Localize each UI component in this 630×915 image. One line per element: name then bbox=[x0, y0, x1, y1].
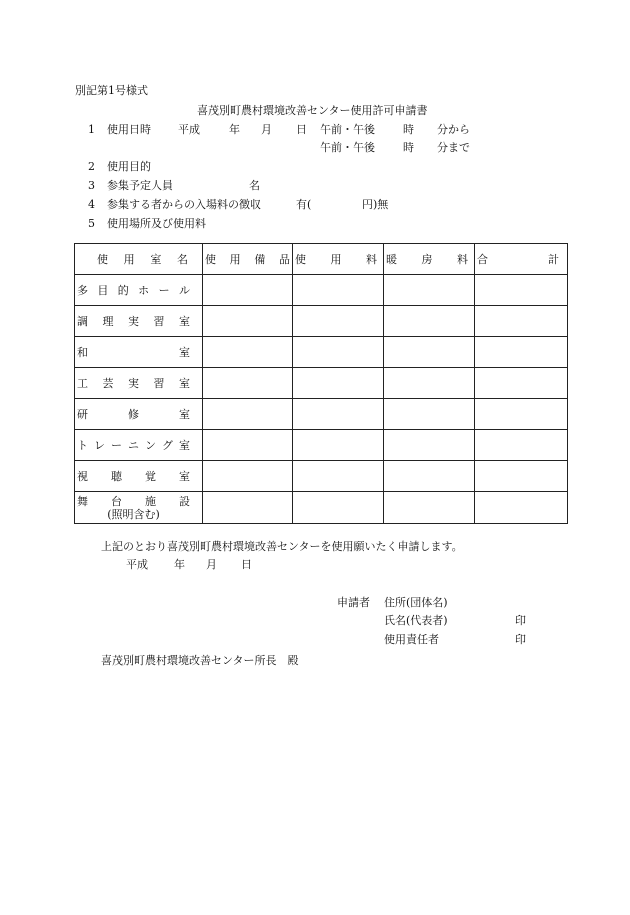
label-char: 料 bbox=[366, 252, 377, 266]
item-4-yen: 円)無 bbox=[362, 198, 389, 211]
room-name-cell bbox=[75, 461, 203, 492]
label-char: 用 bbox=[123, 252, 135, 266]
label-char: 多 bbox=[77, 283, 88, 297]
room-name-cell bbox=[75, 275, 203, 306]
equipment-cell[interactable] bbox=[203, 306, 293, 337]
item-1-label: 使用日時 bbox=[107, 123, 151, 136]
heating-fee-cell[interactable] bbox=[384, 275, 475, 306]
item-4-label: 参集する者からの入場料の徴収 bbox=[107, 198, 261, 211]
label-char: 室 bbox=[179, 314, 190, 328]
label-char: 設 bbox=[179, 494, 190, 508]
form-number: 別記第1号様式 bbox=[75, 84, 148, 97]
label-char: 聴 bbox=[111, 469, 122, 483]
item-1-ampm-start: 午前・午後 bbox=[320, 123, 375, 136]
item-3-label: 参集予定人員 bbox=[107, 179, 173, 192]
heating-fee-cell[interactable] bbox=[384, 430, 475, 461]
label-char: 和 bbox=[77, 345, 88, 359]
label-char: 合 bbox=[477, 252, 488, 266]
heating-fee-cell[interactable] bbox=[384, 461, 475, 492]
equipment-cell[interactable] bbox=[203, 461, 293, 492]
label-char: 房 bbox=[421, 252, 433, 266]
heating-fee-cell[interactable] bbox=[384, 492, 475, 524]
usage-fee-cell[interactable] bbox=[293, 275, 384, 306]
item-1-day: 日 bbox=[296, 123, 307, 136]
header-heating-fee bbox=[384, 244, 475, 275]
seal-mark-responsible: 印 bbox=[515, 633, 526, 646]
heating-fee-cell[interactable] bbox=[384, 337, 475, 368]
room-name-cell bbox=[75, 337, 203, 368]
application-statement: 上記のとおり喜茂別町農村環境改善センターを使用願いたく申請します。 bbox=[101, 540, 463, 553]
total-cell[interactable] bbox=[475, 461, 568, 492]
seal-mark-name: 印 bbox=[515, 614, 526, 627]
item-5-label: 使用場所及び使用料 bbox=[107, 217, 206, 230]
addressee: 喜茂別町農村環境改善センター所長 殿 bbox=[101, 654, 299, 667]
usage-fee-cell[interactable] bbox=[293, 430, 384, 461]
label-char: 実 bbox=[128, 376, 139, 390]
equipment-cell[interactable] bbox=[203, 337, 293, 368]
label-char: 室 bbox=[150, 252, 162, 266]
label-char: 計 bbox=[548, 252, 559, 266]
label-char: 使 bbox=[97, 252, 108, 266]
total-cell[interactable] bbox=[475, 306, 568, 337]
usage-fee-cell[interactable] bbox=[293, 461, 384, 492]
label-char: 習 bbox=[153, 314, 165, 328]
equipment-cell[interactable] bbox=[203, 430, 293, 461]
table-row bbox=[75, 399, 568, 430]
label-char: 研 bbox=[77, 407, 88, 421]
usage-fee-cell[interactable] bbox=[293, 306, 384, 337]
label-char: 室 bbox=[179, 376, 190, 390]
table-row bbox=[75, 275, 568, 306]
table-row bbox=[75, 368, 568, 399]
heating-fee-cell[interactable] bbox=[384, 368, 475, 399]
usage-fee-cell[interactable] bbox=[293, 399, 384, 430]
equipment-cell[interactable] bbox=[203, 368, 293, 399]
room-name-cell bbox=[75, 368, 203, 399]
date-year: 年 bbox=[174, 558, 185, 571]
usage-fee-cell[interactable] bbox=[293, 337, 384, 368]
item-1-from: 分から bbox=[437, 123, 470, 136]
item-3-unit: 名 bbox=[249, 179, 260, 192]
label-char: 実 bbox=[128, 314, 139, 328]
table-row bbox=[75, 461, 568, 492]
item-1-hour-end: 時 bbox=[403, 141, 414, 154]
label-char: 室 bbox=[179, 469, 190, 483]
table-row bbox=[75, 492, 568, 524]
label-char: 目 bbox=[97, 283, 109, 297]
applicant-name: 氏名(代表者) bbox=[384, 614, 448, 627]
label-char: 備 bbox=[254, 252, 266, 266]
label-char: 名 bbox=[176, 252, 188, 266]
label-char: ホ bbox=[138, 283, 150, 297]
room-name-note: (照明含む) bbox=[107, 507, 160, 521]
header-equipment bbox=[203, 244, 293, 275]
applicant-address: 住所(団体名) bbox=[384, 596, 448, 609]
total-cell[interactable] bbox=[475, 492, 568, 524]
usage-fee-cell[interactable] bbox=[293, 492, 384, 524]
label-char: ー bbox=[111, 438, 122, 452]
date-era: 平成 bbox=[126, 558, 148, 571]
table-row bbox=[75, 306, 568, 337]
label-char: 修 bbox=[128, 407, 139, 421]
label-char: 品 bbox=[278, 252, 290, 266]
total-cell[interactable] bbox=[475, 337, 568, 368]
label-char: 視 bbox=[77, 469, 88, 483]
table-row bbox=[75, 337, 568, 368]
item-5-number: 5 bbox=[88, 217, 95, 230]
label-char: 室 bbox=[179, 438, 190, 452]
item-1-era: 平成 bbox=[178, 123, 200, 136]
label-char: 室 bbox=[179, 407, 190, 421]
item-1-number: 1 bbox=[88, 123, 95, 136]
total-cell[interactable] bbox=[475, 430, 568, 461]
label-char: 工 bbox=[77, 376, 88, 390]
label-char: 使 bbox=[295, 252, 306, 266]
item-2-label: 使用目的 bbox=[107, 160, 151, 173]
applicant-responsible: 使用責任者 bbox=[384, 633, 439, 646]
date-day: 日 bbox=[241, 558, 252, 571]
total-cell[interactable] bbox=[475, 275, 568, 306]
label-char: レ bbox=[94, 438, 105, 452]
label-char: 料 bbox=[457, 252, 468, 266]
label-char: 理 bbox=[102, 314, 114, 328]
total-cell[interactable] bbox=[475, 399, 568, 430]
label-char: ー bbox=[158, 283, 170, 297]
header-room-name bbox=[75, 244, 203, 275]
equipment-cell[interactable] bbox=[203, 492, 293, 524]
label-char: 調 bbox=[77, 314, 88, 328]
header-usage-fee bbox=[293, 244, 384, 275]
date-month: 月 bbox=[206, 558, 217, 571]
usage-table bbox=[74, 243, 568, 524]
item-4-yes: 有( bbox=[296, 198, 312, 211]
table-row bbox=[75, 430, 568, 461]
label-char: 台 bbox=[111, 494, 122, 508]
form-title: 喜茂別町農村環境改善センター使用許可申請書 bbox=[197, 104, 428, 117]
label-char: 覚 bbox=[145, 469, 156, 483]
item-4-number: 4 bbox=[88, 198, 95, 211]
label-char: 習 bbox=[153, 376, 165, 390]
label-char: ト bbox=[77, 438, 88, 452]
label-char: 的 bbox=[117, 283, 129, 297]
item-1-year: 年 bbox=[229, 123, 240, 136]
label-char: 舞 bbox=[77, 494, 88, 508]
label-char: ニ bbox=[128, 438, 139, 452]
label-char: ル bbox=[178, 283, 190, 297]
item-3-number: 3 bbox=[88, 179, 95, 192]
label-char: ン bbox=[145, 438, 156, 452]
item-1-ampm-end: 午前・午後 bbox=[320, 141, 375, 154]
label-char: 使 bbox=[205, 252, 216, 266]
label-char: グ bbox=[162, 438, 173, 452]
heating-fee-cell[interactable] bbox=[384, 399, 475, 430]
label-char: 用 bbox=[330, 252, 342, 266]
equipment-cell[interactable] bbox=[203, 399, 293, 430]
label-char: 施 bbox=[145, 494, 156, 508]
heating-fee-cell[interactable] bbox=[384, 306, 475, 337]
label-char: 室 bbox=[179, 345, 190, 359]
usage-fee-cell[interactable] bbox=[293, 368, 384, 399]
item-1-hour-start: 時 bbox=[403, 123, 414, 136]
room-name-cell bbox=[75, 430, 203, 461]
label-char: 暖 bbox=[386, 252, 397, 266]
total-cell[interactable] bbox=[475, 368, 568, 399]
room-name-cell bbox=[75, 492, 203, 524]
label-char: 芸 bbox=[102, 376, 114, 390]
item-1-month: 月 bbox=[261, 123, 272, 136]
item-2-number: 2 bbox=[88, 160, 95, 173]
applicant-label: 申請者 bbox=[337, 596, 370, 609]
equipment-cell[interactable] bbox=[203, 275, 293, 306]
table-header-row bbox=[75, 244, 568, 275]
label-char: 用 bbox=[229, 252, 241, 266]
header-total bbox=[475, 244, 568, 275]
item-1-until: 分まで bbox=[437, 141, 470, 154]
room-name-cell bbox=[75, 399, 203, 430]
room-name-cell bbox=[75, 306, 203, 337]
